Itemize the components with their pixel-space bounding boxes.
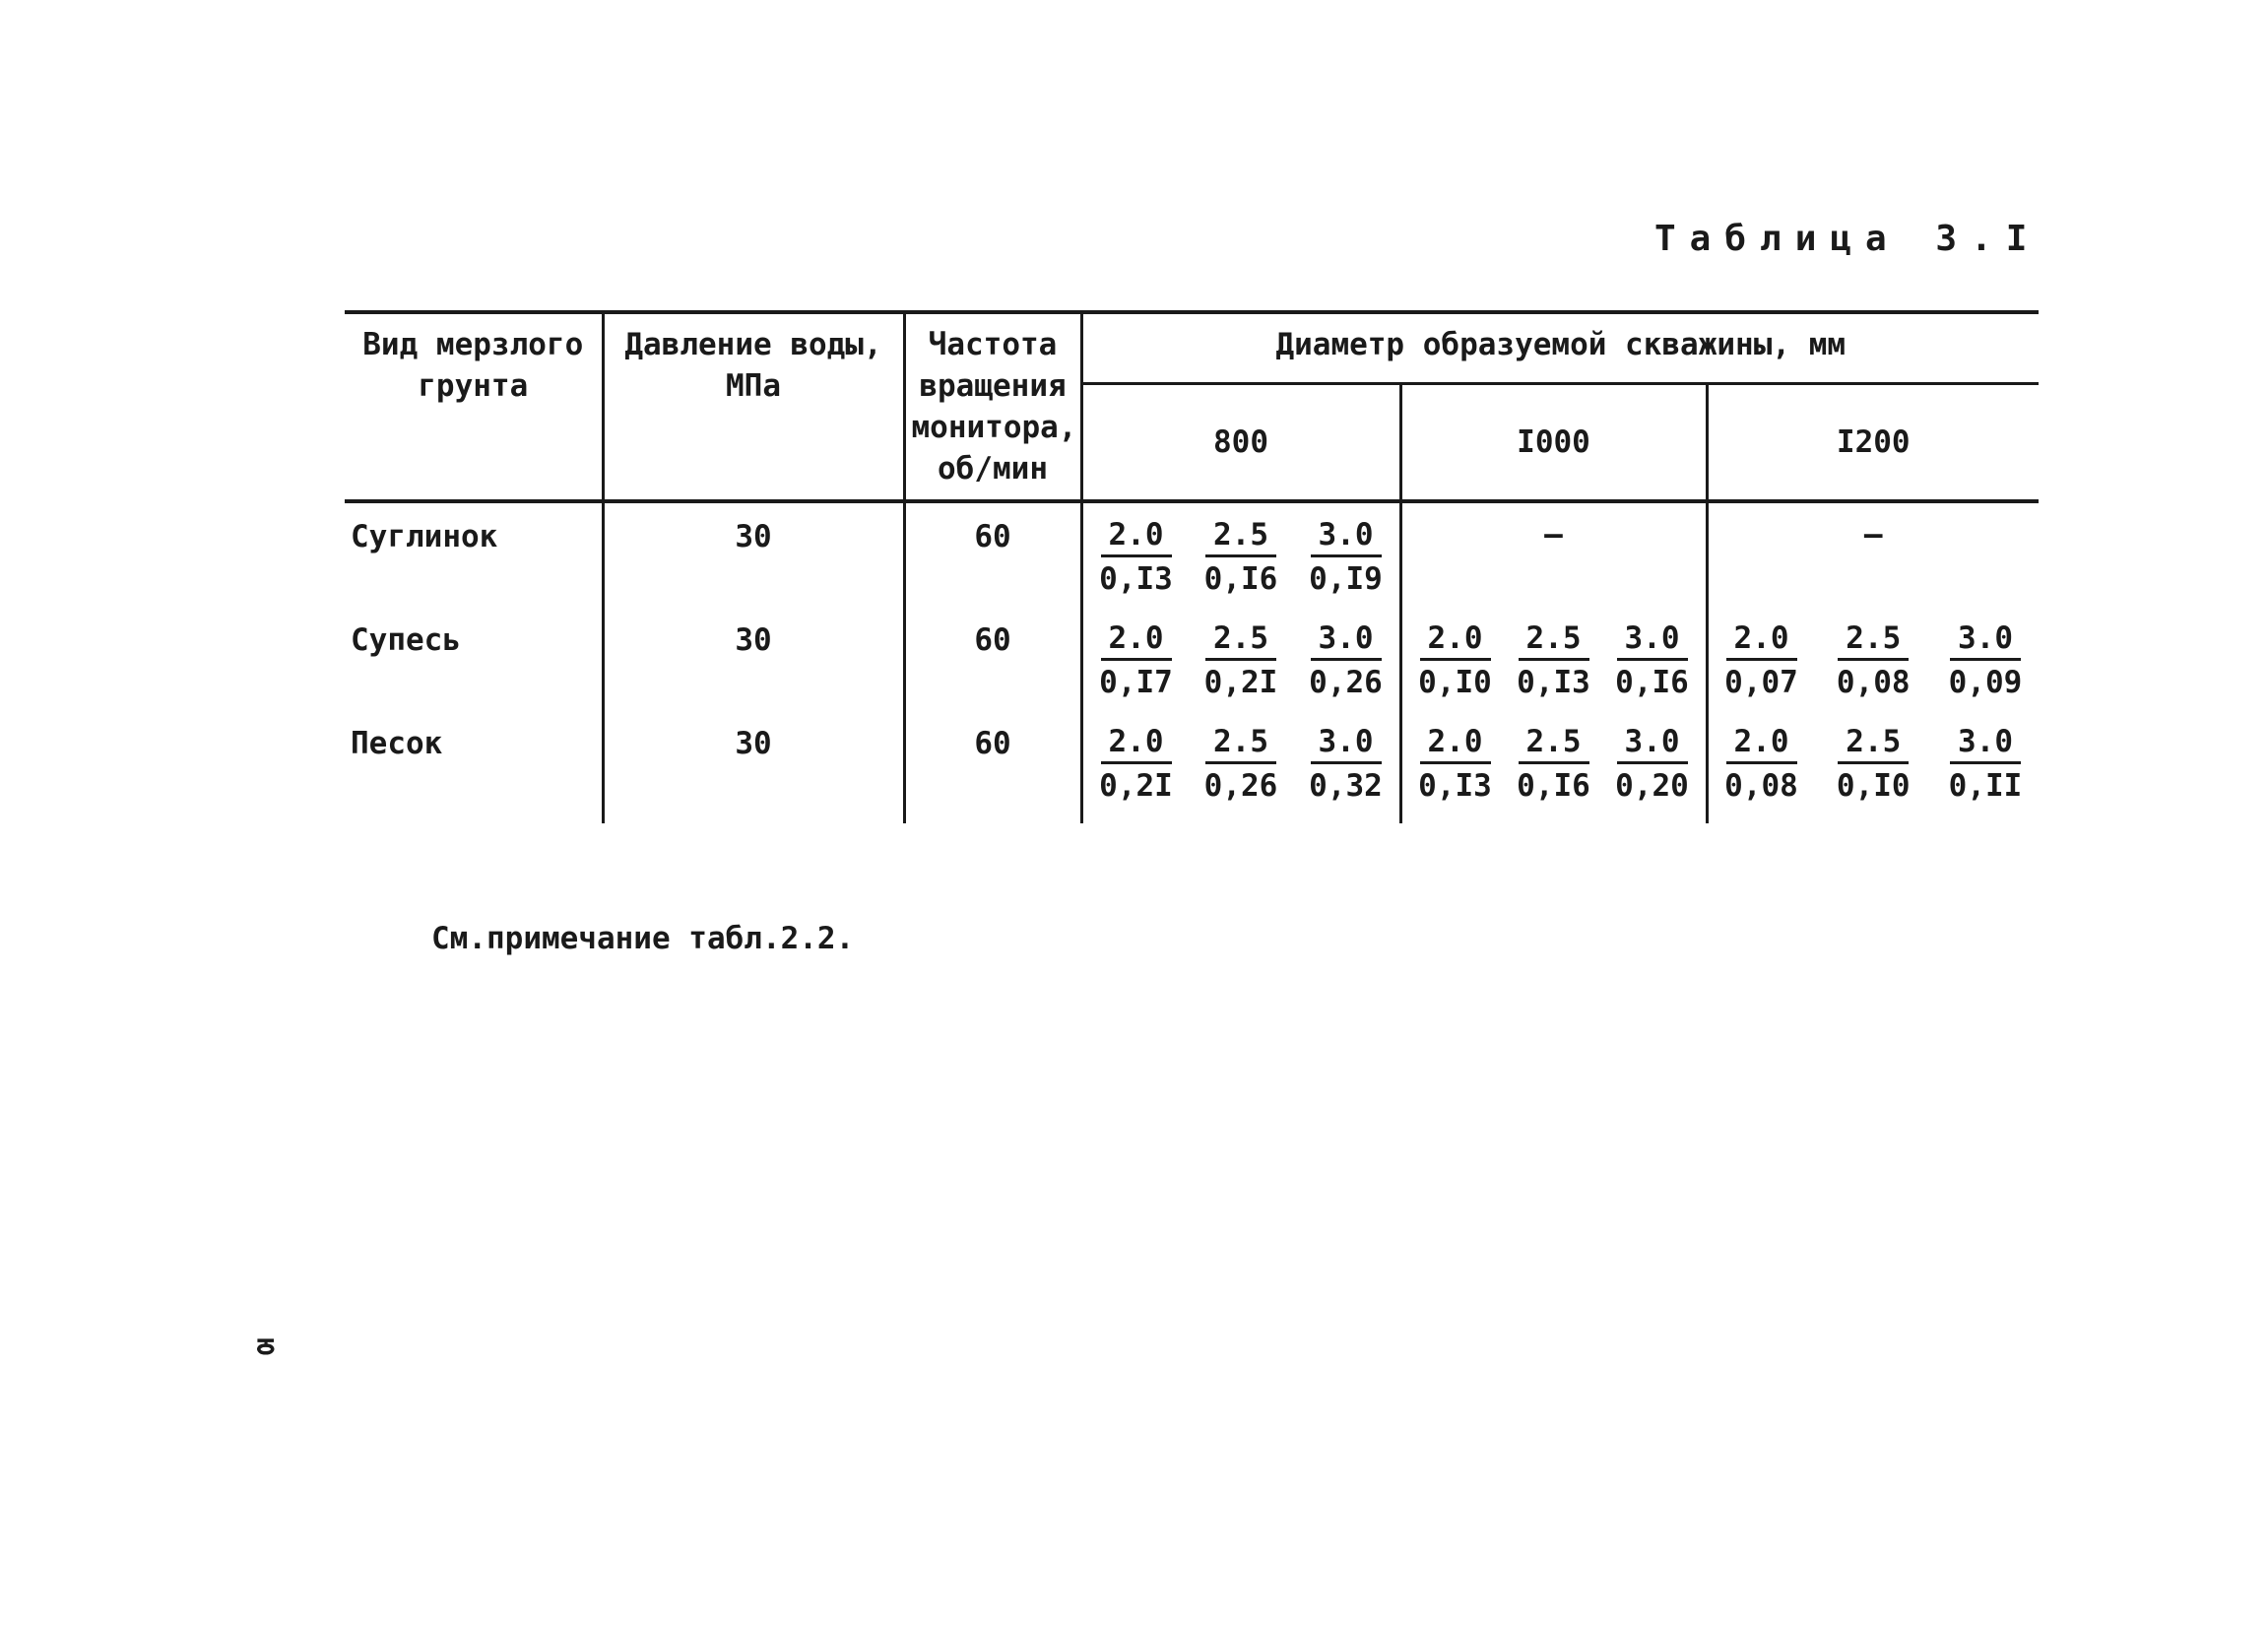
fraction: $\frac{2.5}{0,08}$ (1836, 620, 1911, 700)
header-diameter-800: 800 (1081, 384, 1400, 502)
fraction: $\frac{2.5}{0,2I}$ (1203, 620, 1278, 700)
table-row (345, 710, 2039, 823)
header-water-pressure: Давление воды, МПа (603, 312, 904, 501)
fraction: $\frac{2.0}{0,2I}$ (1099, 724, 1173, 804)
fraction: $\frac{2.5}{0,I6}$ (1203, 517, 1278, 597)
cell-d1200 (1707, 710, 2039, 823)
fraction: $\frac{2.0}{0,I7}$ (1099, 620, 1173, 700)
fraction: $\frac{3.0}{0,I9}$ (1309, 517, 1383, 597)
cell-d800 (1081, 607, 1400, 710)
fraction: $\frac{3.0}{0,II}$ (1948, 724, 2023, 804)
header-rotation-speed: Частота вращения монитора, об/мин (904, 312, 1081, 501)
fraction: $\frac{2.5}{0,I3}$ (1517, 620, 1590, 700)
table-row (345, 607, 2039, 710)
fraction: $\frac{2.0}{0,08}$ (1724, 724, 1798, 804)
fraction: $\frac{3.0}{0,09}$ (1948, 620, 2023, 700)
header-diameter-group: Диаметр образуемой скважины, мм (1081, 312, 2039, 384)
cell-d1000 (1400, 501, 1707, 607)
fraction: $\frac{3.0}{0,20}$ (1615, 724, 1689, 804)
fraction: $\frac{3.0}{0,26}$ (1309, 620, 1383, 700)
header-diameter-1000: I000 (1400, 384, 1707, 502)
cell-d1000 (1400, 710, 1707, 823)
cell-d1000 (1400, 607, 1707, 710)
page-number: ю (249, 1337, 285, 1356)
cell-pressure: 30 (603, 501, 904, 607)
fraction: $\frac{2.0}{0,07}$ (1724, 620, 1798, 700)
cell-pressure: 30 (603, 710, 904, 823)
cell-pressure: 30 (603, 607, 904, 710)
cell-d1200 (1707, 501, 2039, 607)
cell-soil: Суглинок (345, 501, 603, 607)
cell-d800 (1081, 710, 1400, 823)
table-row (345, 501, 2039, 607)
dash-mark: – (1863, 517, 1883, 553)
cell-soil: Супесь (345, 607, 603, 710)
fraction: $\frac{2.5}{0,I0}$ (1836, 724, 1911, 804)
dash-mark: – (1544, 517, 1563, 553)
fraction: $\frac{3.0}{0,I6}$ (1615, 620, 1689, 700)
cell-d800 (1081, 501, 1400, 607)
cell-rotation: 60 (904, 501, 1081, 607)
fraction: $\frac{2.0}{0,I3}$ (1418, 724, 1492, 804)
cell-d1200 (1707, 607, 2039, 710)
cell-rotation: 60 (904, 710, 1081, 823)
fraction: $\frac{2.0}{0,I3}$ (1099, 517, 1173, 597)
data-table (345, 310, 2039, 823)
header-diameter-1200: I200 (1707, 384, 2039, 502)
fraction: $\frac{3.0}{0,32}$ (1309, 724, 1383, 804)
fraction: $\frac{2.5}{0,26}$ (1203, 724, 1278, 804)
fraction: $\frac{2.5}{0,I6}$ (1517, 724, 1590, 804)
fraction: $\frac{2.0}{0,I0}$ (1418, 620, 1492, 700)
cell-rotation: 60 (904, 607, 1081, 710)
cell-soil: Песок (345, 710, 603, 823)
table-note: См.примечание табл.2.2. (431, 921, 855, 956)
header-soil-type: Вид мерзлого грунта (345, 312, 603, 501)
table-title: Таблица 3.I (1654, 219, 2041, 259)
